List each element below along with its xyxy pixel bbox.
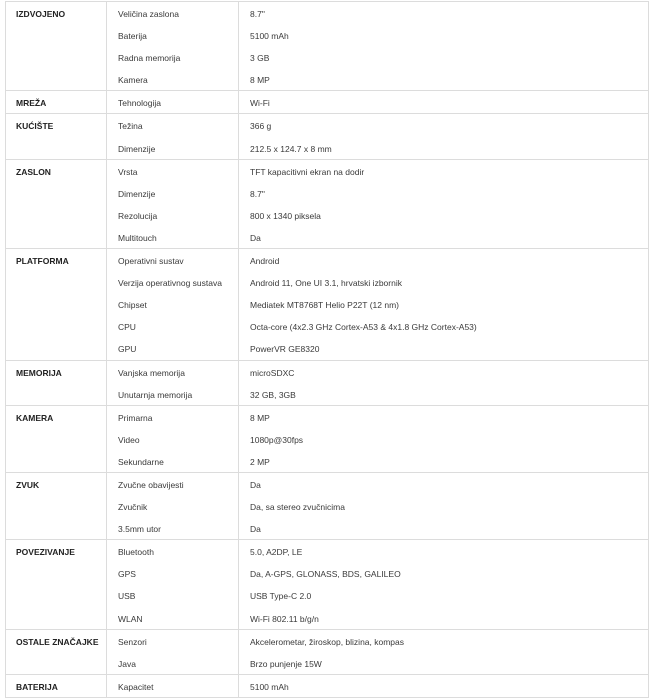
spec-value: microSDXC: [250, 367, 295, 378]
spec-key: 3.5mm utor: [118, 524, 161, 535]
spec-values-column: [239, 674, 649, 697]
spec-key: Kamera: [118, 75, 148, 86]
spec-section: [6, 360, 649, 405]
section-category: MEMORIJA: [6, 360, 107, 405]
spec-values-column: [239, 360, 649, 405]
spec-section: [6, 405, 649, 472]
spec-value: 8.7": [250, 9, 265, 19]
spec-keys-column: [107, 540, 239, 629]
spec-value: 3 GB: [250, 53, 270, 64]
spec-key: GPU: [118, 344, 137, 355]
spec-keys-column: [107, 360, 239, 405]
spec-key: Primarna: [118, 412, 153, 423]
spec-value: 5.0, A2DP, LE: [250, 547, 303, 558]
spec-key: Bluetooth: [118, 547, 154, 558]
spec-value: Da: [250, 232, 261, 243]
spec-values-column: [239, 629, 649, 674]
spec-key: Vrsta: [118, 166, 138, 177]
spec-section: [6, 629, 649, 674]
specifications-table: [5, 1, 649, 698]
spec-values-column: [239, 114, 649, 159]
spec-section: [6, 114, 649, 159]
spec-keys-column: [107, 674, 239, 697]
section-category: ZVUK: [6, 472, 107, 539]
spec-keys-column: [107, 472, 239, 539]
spec-value: 32 GB, 3GB: [250, 389, 296, 400]
spec-key: Rezolucija: [118, 210, 158, 221]
spec-value: Brzo punjenje 15W: [250, 658, 322, 669]
section-category: ZASLON: [6, 159, 107, 248]
spec-section: [6, 540, 649, 629]
spec-value: 8 MP: [250, 75, 270, 86]
spec-value: Android 11, One UI 3.1, hrvatski izbornik: [250, 278, 402, 289]
spec-section: [6, 674, 649, 697]
section-category: KAMERA: [6, 405, 107, 472]
section-category: OSTALE ZNAČAJKE: [6, 629, 107, 674]
spec-value: Android: [250, 256, 280, 267]
spec-section: [6, 2, 649, 91]
spec-values-column: [239, 540, 649, 629]
section-category: MREŽA: [6, 91, 107, 114]
spec-key: WLAN: [118, 613, 143, 624]
spec-value: Akcelerometar, žiroskop, blizina, kompas: [250, 636, 405, 647]
spec-value: 2 MP: [250, 456, 270, 467]
spec-key: Multitouch: [118, 232, 157, 243]
spec-value: PowerVR GE8320: [250, 344, 320, 355]
spec-value: Octa-core (4x2.3 GHz Cortex-A53 & 4x1.8 GHz Cortex-A53): [250, 322, 477, 333]
spec-value: Wi-Fi: [250, 98, 270, 109]
spec-key: Baterija: [118, 31, 147, 42]
spec-key: Radna memorija: [118, 53, 181, 64]
spec-section: [6, 91, 649, 114]
spec-value: Wi-Fi 802.11 b/g/n: [250, 613, 319, 624]
spec-key: USB: [118, 591, 136, 602]
spec-value: 8 MP: [250, 412, 270, 423]
spec-keys-column: [107, 629, 239, 674]
spec-key: Senzori: [118, 636, 147, 647]
spec-key: GPS: [118, 569, 136, 580]
spec-value: Mediatek MT8768T Helio P22T (12 nm): [250, 300, 399, 311]
spec-value: 1080p@30fps: [250, 434, 304, 445]
spec-value: 5100 mAh: [250, 681, 289, 692]
spec-value: Da, A-GPS, GLONASS, BDS, GALILEO: [250, 569, 401, 580]
specifications-body: [6, 2, 649, 698]
spec-value: 5100 mAh: [250, 31, 289, 42]
spec-section: [6, 472, 649, 539]
spec-value: USB Type-C 2.0: [250, 591, 312, 602]
spec-keys-column: [107, 405, 239, 472]
spec-key: Operativni sustav: [118, 256, 184, 267]
section-category: BATERIJA: [6, 674, 107, 697]
spec-values-column: [239, 159, 649, 248]
spec-keys-column: [107, 2, 239, 91]
spec-keys-column: [107, 159, 239, 248]
section-category: KUĆIŠTE: [6, 114, 107, 159]
spec-value: 800 x 1340 piksela: [250, 210, 321, 221]
section-category: POVEZIVANJE: [6, 540, 107, 629]
section-category: IZDVOJENO: [6, 2, 107, 91]
spec-key: Zvučnik: [118, 502, 148, 513]
spec-value: 8.7": [250, 188, 265, 199]
spec-keys-column: [107, 91, 239, 114]
spec-section: [6, 249, 649, 360]
spec-value: 212.5 x 124.7 x 8 mm: [250, 143, 332, 154]
spec-values-column: [239, 2, 649, 91]
spec-keys-column: [107, 249, 239, 360]
spec-section: [6, 159, 649, 248]
spec-key: Video: [118, 434, 140, 445]
spec-key: Vanjska memorija: [118, 367, 185, 378]
spec-values-column: [239, 249, 649, 360]
spec-key: Unutarnja memorija: [118, 389, 193, 400]
spec-key: Tehnologija: [118, 98, 162, 109]
section-category: PLATFORMA: [6, 249, 107, 360]
spec-key: Sekundarne: [118, 456, 164, 467]
spec-values-column: [239, 405, 649, 472]
spec-key: Verzija operativnog sustava: [118, 278, 222, 289]
spec-value: 366 g: [250, 121, 272, 132]
spec-values-column: [239, 91, 649, 114]
spec-value: Da, sa stereo zvučnicima: [250, 502, 345, 513]
spec-key: Zvučne obavijesti: [118, 479, 184, 490]
spec-key: Chipset: [118, 300, 147, 311]
spec-value: Da: [250, 524, 261, 535]
spec-key: Dimenzije: [118, 188, 156, 199]
spec-value: Da: [250, 479, 261, 490]
spec-key: Java: [118, 658, 136, 669]
spec-key: CPU: [118, 322, 136, 333]
spec-key: Kapacitet: [118, 681, 154, 692]
spec-key: Težina: [118, 121, 143, 132]
spec-values-column: [239, 472, 649, 539]
spec-value: TFT kapacitivni ekran na dodir: [250, 166, 365, 177]
spec-key: Dimenzije: [118, 143, 156, 154]
spec-keys-column: [107, 114, 239, 159]
spec-key: Veličina zaslona: [118, 9, 179, 19]
